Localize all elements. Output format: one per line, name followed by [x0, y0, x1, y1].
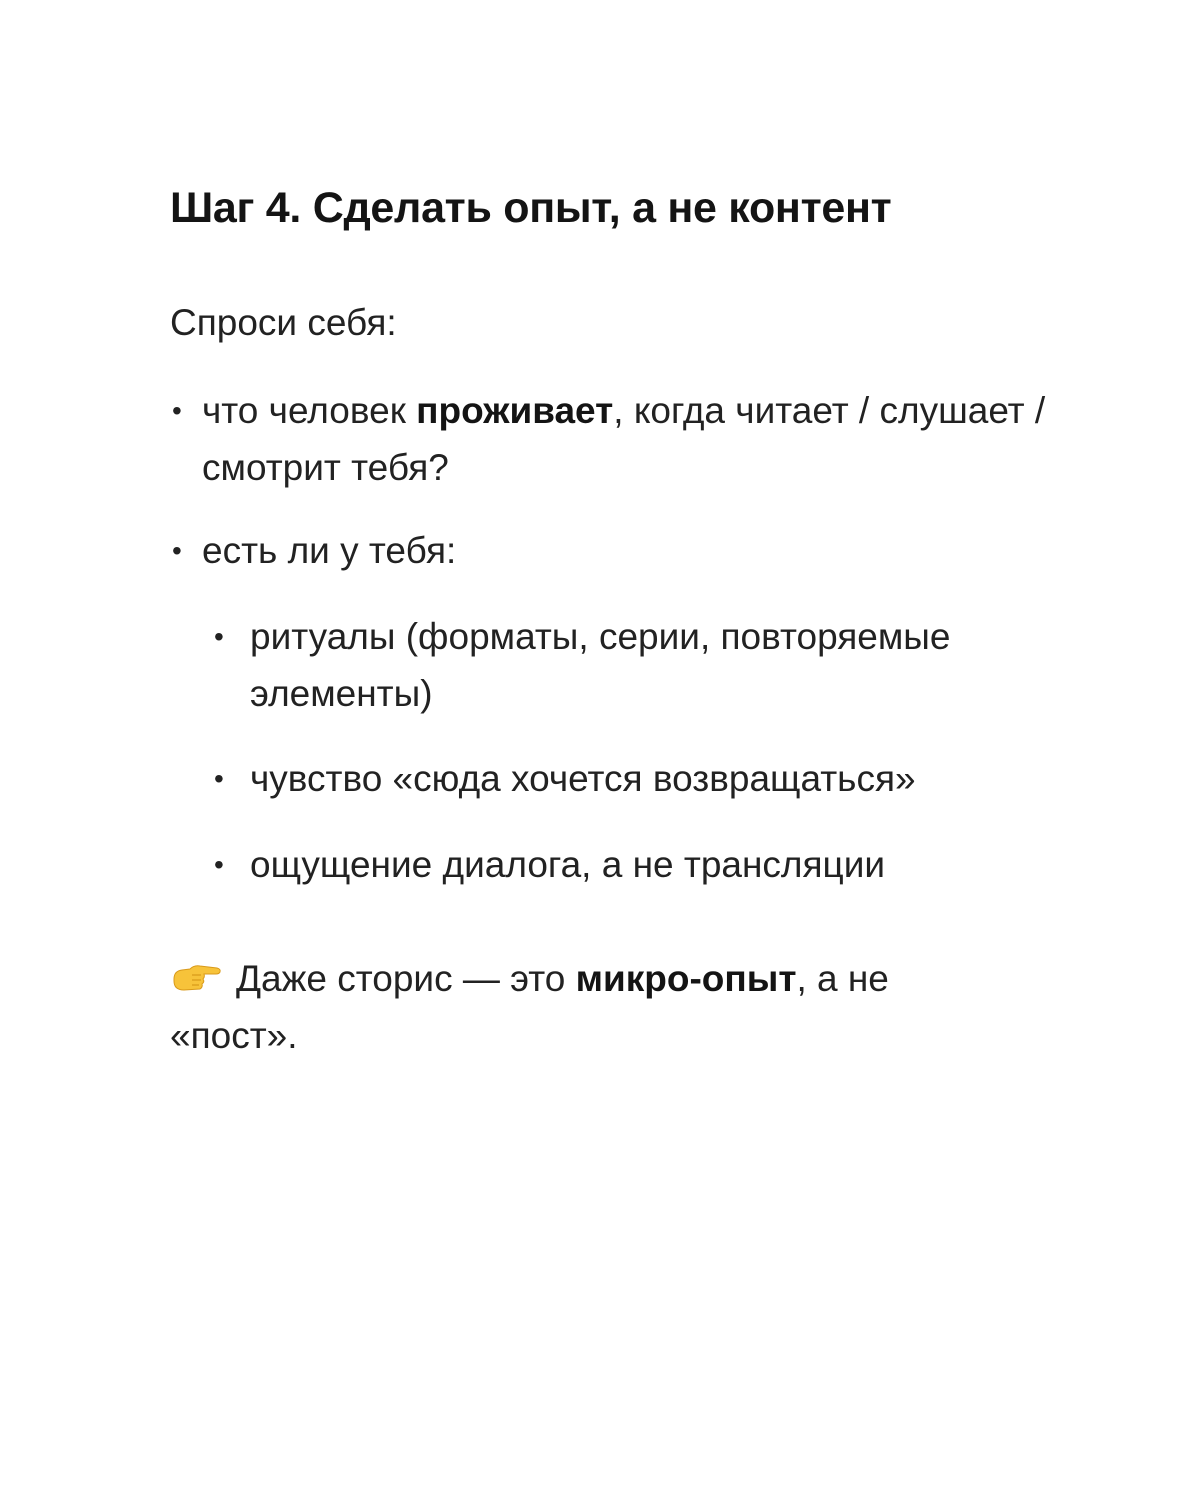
bullet-icon: • — [214, 621, 224, 652]
question-list-2 — [170, 522, 1070, 579]
bullet-icon: • — [172, 535, 182, 566]
sub-list-item: • ритуалы (форматы, серии, повторяемые элементы) — [170, 608, 1070, 722]
sub-list — [170, 836, 1070, 893]
list-item: • есть ли у тебя: — [170, 522, 1070, 579]
sub-list — [170, 608, 1070, 722]
sub-list — [170, 750, 1070, 807]
pointing-right-hand-icon — [170, 954, 222, 990]
sub-list-item: • ощущение диалога, а не трансляции — [170, 836, 1070, 893]
question-list — [170, 382, 1070, 496]
slide-card — [170, 178, 1070, 1056]
emphasis-text: проживает — [416, 390, 614, 431]
bullet-icon: • — [214, 849, 224, 880]
bullet-icon: • — [214, 763, 224, 794]
intro-text: Спроси себя: — [170, 302, 397, 343]
sub-list-item: • чувство «сюда хочется возвращаться» — [170, 750, 1070, 807]
bullet-icon: • — [172, 395, 182, 426]
slide-title: Шаг 4. Сделать опыт, а не контент — [170, 184, 892, 232]
note-text: Даже сторис — это микро-опыт, а не «пост». — [170, 950, 990, 1064]
emphasis-text: микро-опыт — [575, 958, 797, 999]
list-item: • что человек проживает, когда читает / слушает / смотрит тебя? — [170, 382, 1070, 496]
